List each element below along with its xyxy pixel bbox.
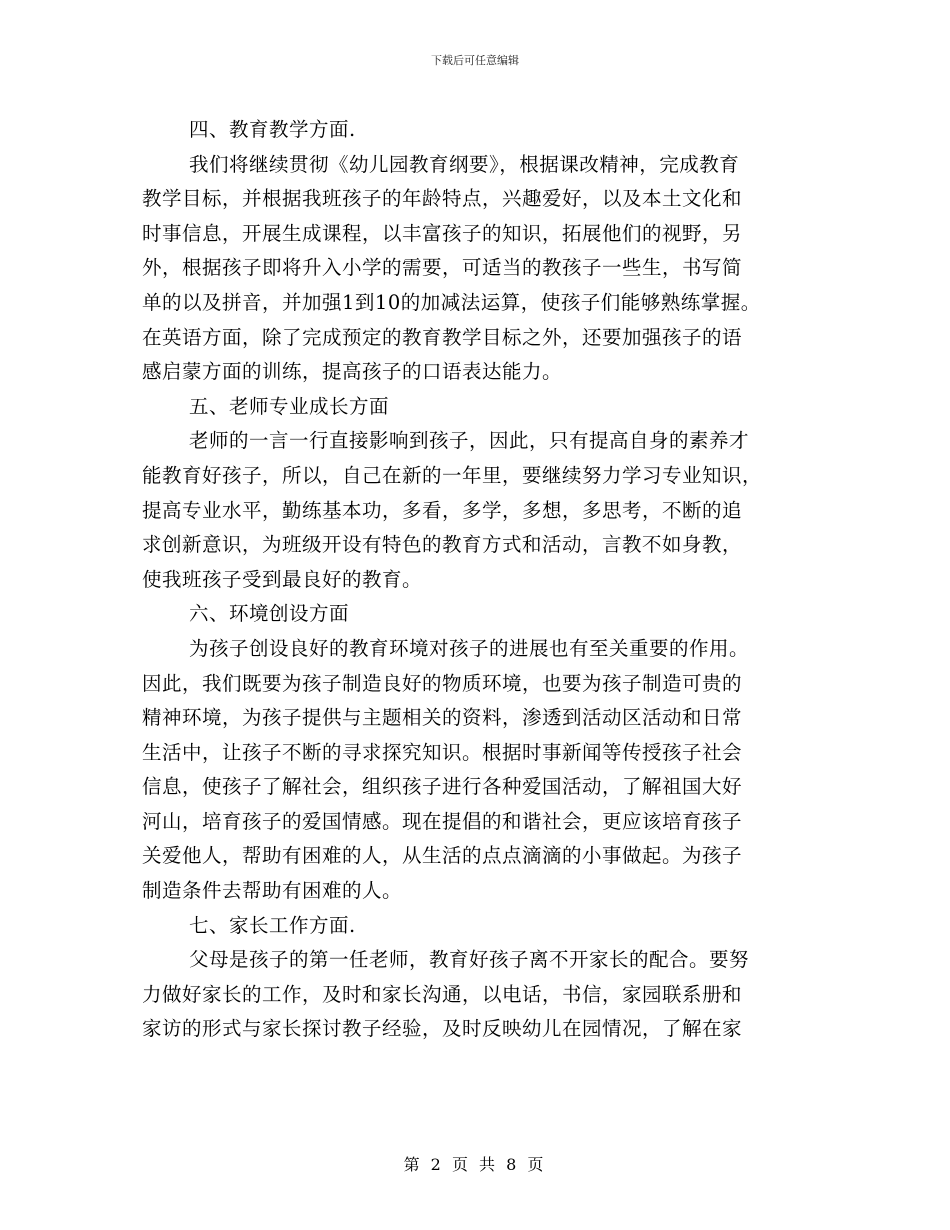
text-line: 七、家长工作方面. <box>189 913 356 937</box>
text-line: 精神环境，为孩子提供与主题相关的资料，渗透到活动区活动和日常 <box>142 706 743 730</box>
page-footer: 第 2 页 共 8 页 <box>403 1155 547 1174</box>
text-line: 外，根据孩子即将升入小学的需要，可适当的教孩子一些生，书写简 <box>142 256 743 280</box>
text-line: 在英语方面，除了完成预定的教育教学目标之外，还要加强孩子的语 <box>142 325 743 349</box>
text-line: 信息，使孩子了解社会，组织孩子进行各种爱国活动，了解祖国大好 <box>142 775 743 799</box>
text-line: 老师的一言一行直接影响到孩子，因此，只有提高自身的素养才 <box>189 429 750 453</box>
text-line: 单的以及拼音，并加强1到10的加减法运算，使孩子们能够熟练掌握。 <box>142 290 761 314</box>
text-line: 五、老师专业成长方面 <box>189 394 390 418</box>
text-line: 关爱他人，帮助有困难的人，从生活的点点滴滴的小事做起。为孩子 <box>142 844 743 868</box>
text-line: 为孩子创设良好的教育环境对孩子的进展也有至关重要的作用。 <box>189 636 750 660</box>
text-line: 制造条件去帮助有困难的人。 <box>142 879 403 903</box>
page-header: 下载后可任意编辑 <box>431 54 519 67</box>
text-line: 河山，培育孩子的爱国情感。现在提倡的和谐社会，更应该培育孩子 <box>142 809 743 833</box>
text-line: 教学目标，并根据我班孩子的年龄特点，兴趣爱好，以及本土文化和 <box>142 187 743 211</box>
text-line: 力做好家长的工作，及时和家长沟通，以电话，书信，家园联系册和 <box>142 982 743 1006</box>
text-line: 生活中，让孩子不断的寻求探究知识。根据时事新闻等传授孩子社会 <box>142 740 743 764</box>
text-line: 六、环境创设方面 <box>189 602 350 626</box>
text-line: 父母是孩子的第一任老师，教育好孩子离不开家长的配合。要努 <box>189 948 750 972</box>
text-line: 使我班孩子受到最良好的教育。 <box>142 567 423 591</box>
text-line: 求创新意识，为班级开设有特色的教育方式和活动，言教不如身教， <box>142 533 743 557</box>
text-line: 因此，我们既要为孩子制造良好的物质环境，也要为孩子制造可贵的 <box>142 671 743 695</box>
text-line: 感启蒙方面的训练，提高孩子的口语表达能力。 <box>142 360 563 384</box>
text-line: 提高专业水平，勤练基本功，多看，多学，多想，多思考，不断的追 <box>142 498 743 522</box>
text-line: 我们将继续贯彻《幼儿园教育纲要》，根据课改精神，完成教育 <box>189 152 740 176</box>
text-line: 家访的形式与家长探讨教子经验，及时反映幼儿在园情况，了解在家 <box>142 1017 743 1041</box>
document-body <box>142 113 822 1047</box>
text-line: 能教育好孩子，所以，自己在新的一年里，要继续努力学习专业知识， <box>142 463 763 487</box>
text-line: 时事信息，开展生成课程，以丰富孩子的知识，拓展他们的视野，另 <box>142 221 743 245</box>
text-line: 四、教育教学方面. <box>189 118 356 141</box>
